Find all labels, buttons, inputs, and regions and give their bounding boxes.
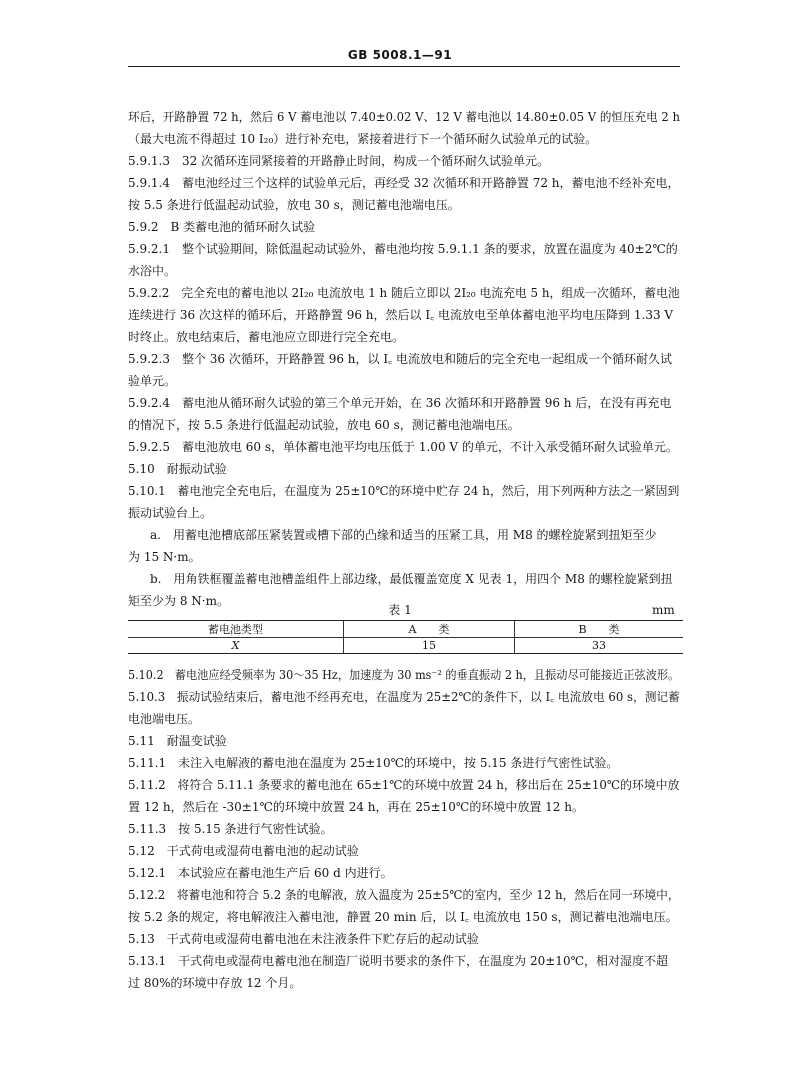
text-line: 验单元。	[128, 374, 177, 388]
text-line: 的情况下，按 5.5 条进行低温起动试验，放电 60 s，测记蓄电池端电压。	[128, 418, 520, 432]
table-caption: 表 1	[388, 603, 412, 617]
table-row	[128, 638, 683, 654]
text-line: 过 80%的环境中存放 12 个月。	[128, 976, 302, 990]
text-line: 电池端电压。	[128, 712, 201, 726]
text-line: 5.9.2.3 整个 36 次循环，开路静置 96 h，以 I꜀ 电流放电和随后的完全充电一起组成一个循环耐久试	[128, 352, 673, 366]
text-line: b. 用角铁框覆盖蓄电池槽盖组件上部边缘，最低覆盖宽度 X 见表 1，用四个 M8 的螺栓旋紧到扭	[150, 572, 673, 586]
text-line: 5.9.2.5 蓄电池放电 60 s，单体蓄电池平均电压低于 1.00 V 的单元，不计入承受循环耐久试验单元。	[128, 440, 678, 454]
text-line: 环后，开路静置 72 h，然后 6 V 蓄电池以 7.40±0.02 V、12 V 蓄电池以 14.80±0.05 V 的恒压充电 2 h	[128, 110, 680, 124]
standard-code-header: GB 5008.1—91	[347, 48, 453, 62]
section-heading: 5.11 耐温变试验	[128, 734, 227, 748]
text-line: 5.9.2.2 完全充电的蓄电池以 2I₂₀ 电流放电 1 h 随后立即以 2I₂₀ 电流充电 5 h，组成一次循环，蓄电池	[128, 286, 680, 300]
table-header-cell: B 类	[515, 621, 684, 638]
text-line: 5.12.1 本试验应在蓄电池生产后 60 d 内进行。	[128, 866, 393, 880]
section-heading: 5.12 干式荷电或湿荷电蓄电池的起动试验	[128, 844, 359, 858]
table-unit: mm	[652, 603, 675, 617]
section-heading: 5.9.2 B 类蓄电池的循环耐久试验	[128, 220, 316, 234]
text-line: 5.11.3 按 5.15 条进行气密性试验。	[128, 822, 333, 836]
text-line: 为 15 N·m。	[128, 550, 201, 564]
text-line: 水浴中。	[128, 264, 177, 278]
text-line: 5.10.2 蓄电池应经受频率为 30～35 Hz，加速度为 30 ms⁻² 的垂直振动 2 h，且振动尽可能接近正弦波形。	[128, 668, 680, 682]
text-line: 5.11.1 未注入电解液的蓄电池在温度为 25±10℃的环境中，按 5.15 条进行气密性试验。	[128, 756, 619, 770]
text-line: （最大电流不得超过 10 I₂₀）进行补充电，紧接着进行下一个循环耐久试验单元的试验。	[128, 132, 598, 146]
header-rule	[128, 66, 680, 67]
text-line: 按 5.5 条进行低温起动试验，放电 30 s，测记蓄电池端电压。	[128, 198, 460, 212]
text-line: 5.9.2.4 蓄电池从循环耐久试验的第三个单元开始，在 36 次循环和开路静置 96 h 后，在没有再充电	[128, 396, 672, 410]
text-line: 时终止。放电结束后，蓄电池应立即进行完全充电。	[128, 330, 405, 344]
text-line: 连续进行 36 次这样的循环后，开路静置 96 h，然后以 I꜀ 电流放电至单体蓄电池平均电压降到 1.33 V	[128, 308, 674, 322]
table-header-row	[128, 621, 683, 638]
table-cell: 15	[344, 638, 515, 654]
text-line: a. 用蓄电池槽底部压紧装置或槽下部的凸缘和适当的压紧工具，用 M8 的螺栓旋紧到扭矩至少	[150, 528, 657, 542]
text-line: 5.9.1.3 32 次循环连同紧接着的开路静止时间，构成一个循环耐久试验单元。	[128, 154, 550, 168]
section-heading: 5.10 耐振动试验	[128, 462, 227, 476]
text-line: 置 12 h，然后在 -30±1℃的环境中放置 24 h，再在 25±10℃的环境中放置 12 h。	[128, 800, 584, 814]
table-cell: X	[128, 638, 344, 654]
text-line: 5.10.1 蓄电池完全充电后，在温度为 25±10℃的环境中贮存 24 h，然后，用下列两种方法之一紧固到	[128, 484, 680, 498]
section-heading: 5.13 干式荷电或湿荷电蓄电池在未注液条件下贮存后的起动试验	[128, 932, 479, 946]
table-header-cell: 蓄电池类型	[128, 621, 344, 638]
table-header-cell: A 类	[344, 621, 515, 638]
table-cell: 33	[515, 638, 684, 654]
text-line: 5.10.3 振动试验结束后，蓄电池不经再充电，在温度为 25±2℃的条件下，以 I꜀ 电流放电 60 s，测记蓄	[128, 690, 680, 704]
text-line: 5.9.1.4 蓄电池经过三个这样的试验单元后，再经受 32 次循环和开路静置 72 h，蓄电池不经补充电，	[128, 176, 680, 190]
text-line: 5.12.2 将蓄电池和符合 5.2 条的电解液，放入温度为 25±5℃的室内，至少 12 h，然后在同一环境中，	[128, 888, 680, 902]
text-line: 5.11.2 将符合 5.11.1 条要求的蓄电池在 65±1℃的环境中放置 24 h，移出后在 25±10℃的环境中放	[128, 778, 680, 792]
text-line: 按 5.2 条的规定，将电解液注入蓄电池，静置 20 min 后，以 I꜀ 电流放电 150 s，测记蓄电池端电压。	[128, 910, 678, 924]
text-line: 矩至少为 8 N·m。	[128, 594, 229, 608]
text-line: 振动试验台上。	[128, 506, 213, 520]
table-1	[128, 620, 683, 654]
text-line: 5.13.1 干式荷电或湿荷电蓄电池在制造厂说明书要求的条件下，在温度为 20±10℃，相对湿度不超	[128, 954, 669, 968]
text-line: 5.9.2.1 整个试验期间，除低温起动试验外，蓄电池均按 5.9.1.1 条的要求，放置在温度为 40±2℃的	[128, 242, 678, 256]
